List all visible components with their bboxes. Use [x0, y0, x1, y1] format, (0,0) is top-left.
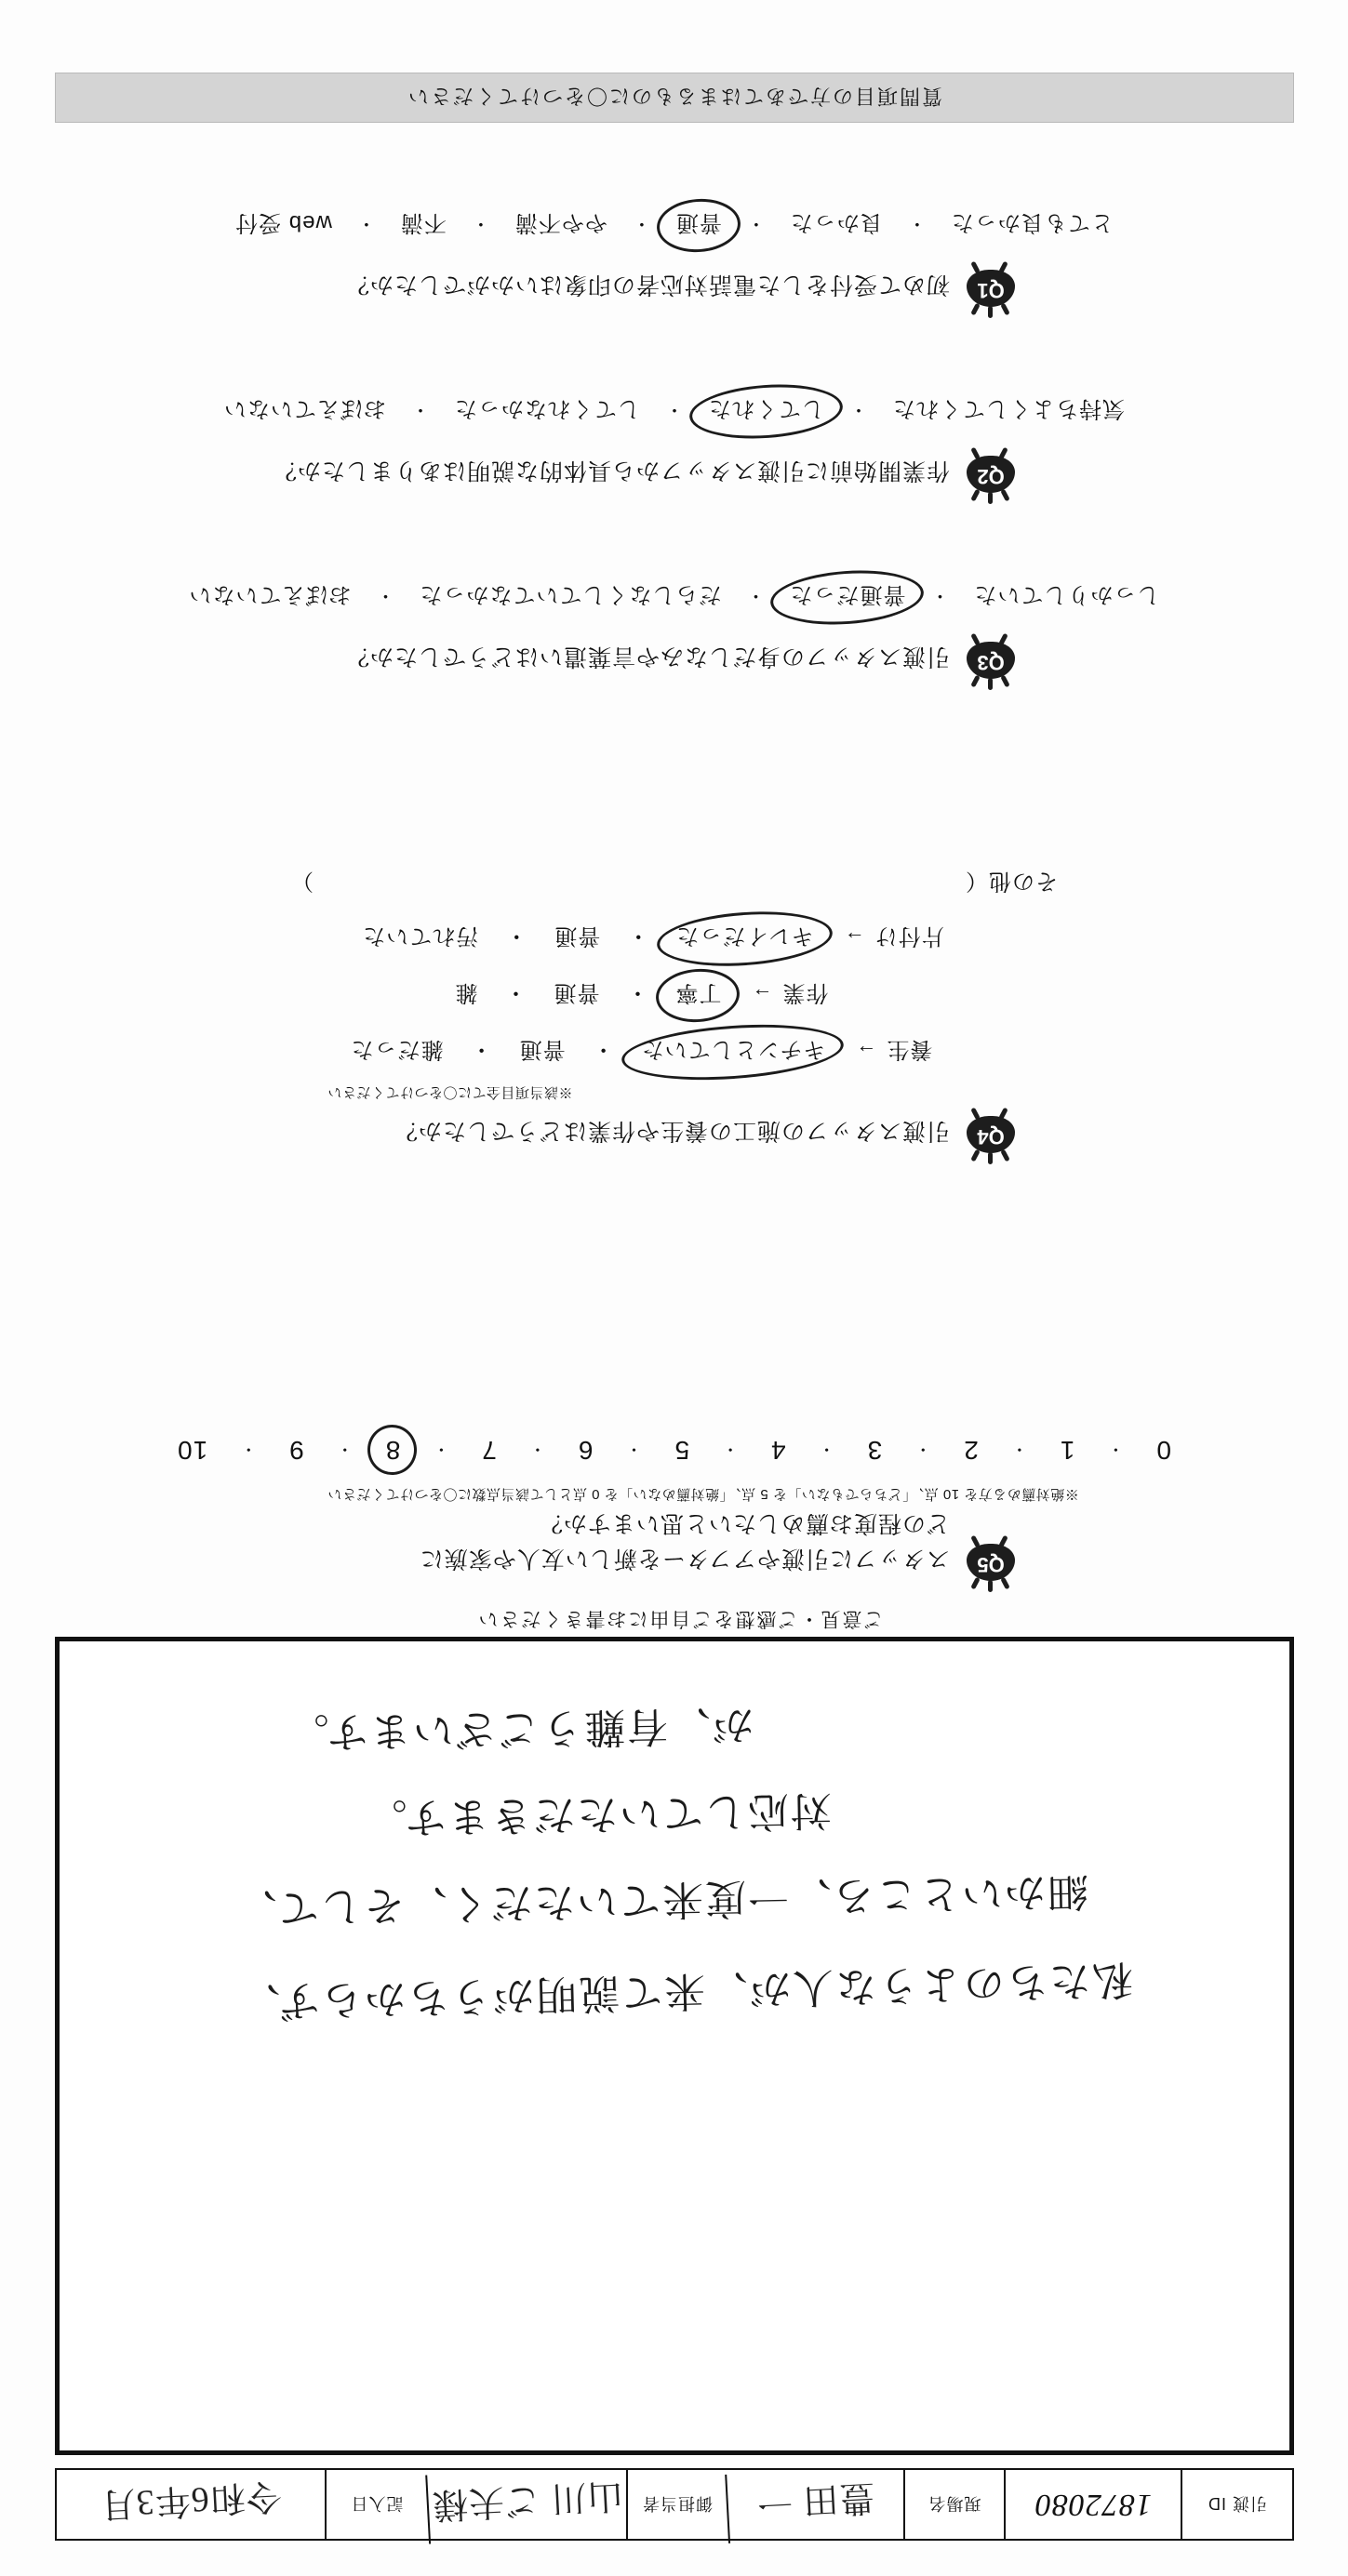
q5-scale[interactable]: 0 ・ 1 ・ 2 ・ 3 ・ 4 ・ 5 ・ 6 ・ 7 ・ 8 ・ 9 ・ 10: [48, 1433, 1300, 1467]
q1-option-4[interactable]: 不満: [399, 210, 447, 235]
q1-option-1[interactable]: とても良かった: [950, 210, 1114, 235]
q4-matrix: [48, 921, 1300, 1070]
q3-option-4[interactable]: おぼえていない: [188, 582, 352, 607]
q4-cell-3-3[interactable]: 汚れていた: [362, 923, 479, 949]
q5-scale-4[interactable]: 4: [770, 1436, 786, 1465]
arrow-right-icon: →: [855, 1041, 877, 1065]
q3-option-3[interactable]: だらしなくしていてなかった: [419, 582, 722, 607]
separator-dot: ・: [375, 585, 395, 605]
arrow-right-icon: →: [751, 984, 773, 1008]
q3-options[interactable]: [48, 579, 1300, 616]
arrow-right-icon: →: [843, 927, 865, 951]
q1-option-3[interactable]: やや不満: [514, 210, 607, 235]
q1-title: 初めて受付をした電話対応者の印象はいかがでしたか？: [344, 272, 950, 298]
q4-row-label-3: 片付け: [874, 923, 944, 949]
q4-number: Q4: [977, 1125, 1005, 1149]
q2-option-1[interactable]: 気持ちよくしてくれた: [892, 396, 1125, 421]
q3-option-1[interactable]: しっかりしていた: [973, 582, 1160, 607]
header-person-label: 御担当者: [626, 2470, 727, 2539]
free-comment-box[interactable]: [55, 1637, 1294, 2455]
separator-dot: ・: [906, 213, 927, 233]
q5-scale-10[interactable]: 10: [177, 1436, 208, 1465]
separator-dot: ・: [745, 585, 766, 605]
q4-note: ※該当項目全てに〇をつけてください: [327, 1084, 573, 1100]
header-site-value: 豊田 一: [725, 2465, 905, 2543]
header-person-value: 山川 ご夫様: [425, 2464, 628, 2543]
q5-head: [48, 1508, 1300, 1592]
q4-row-katazuke: [48, 921, 1300, 957]
separator-dot: ・: [503, 980, 527, 1005]
q5-title-line2: どの程度お薦めしたいと思いますか？: [538, 1510, 950, 1536]
footer-instruction-text: 質問項目の方であてはまるものに〇をつけてください: [407, 85, 943, 109]
separator-dot: ・: [848, 399, 868, 419]
separator-dot: ・: [626, 923, 650, 949]
q2-options[interactable]: [48, 393, 1300, 430]
header-date-label: 記入日: [325, 2470, 427, 2539]
q4-other-row[interactable]: [48, 868, 1300, 900]
q4-cell-2-3[interactable]: 雑: [454, 980, 478, 1005]
q4-title: 引渡スタッフの施工の養生や作業はどうでしたか？: [393, 1118, 950, 1144]
q4-cell-3-1[interactable]: キレイだった: [666, 921, 823, 957]
q4-cell-1-2[interactable]: 普通: [518, 1037, 566, 1062]
q2-number: Q2: [977, 465, 1005, 488]
question-block-q3: [48, 579, 1300, 690]
header-date-value: 令和6年3月: [98, 2476, 283, 2525]
q5-title-wrap: [420, 1508, 950, 1592]
q2-head: [48, 446, 1300, 504]
separator-dot: ・: [929, 585, 950, 605]
question-block-q4: [48, 868, 1300, 1164]
q4-row-sagyou: [48, 977, 1300, 1014]
q5-scale-3[interactable]: 3: [866, 1436, 883, 1465]
separator-dot: ・: [625, 980, 649, 1005]
q1-option-5[interactable]: 普通: [666, 207, 731, 244]
q5-scale-0[interactable]: 0: [1155, 1436, 1171, 1465]
q5-number: Q5: [977, 1553, 1005, 1576]
q3-head: [48, 632, 1300, 690]
q5-scale-2[interactable]: 2: [963, 1436, 979, 1465]
q1-head: [48, 260, 1300, 318]
q4-cell-1-3[interactable]: 雑だった: [350, 1037, 444, 1062]
question-block-q1: [48, 207, 1300, 318]
separator-dot: ・: [410, 399, 430, 419]
q3-title: 引渡スタッフの身だしなみや言葉遣いはどうでしたか？: [344, 644, 950, 670]
q4-other-label: その他（: [965, 869, 1058, 894]
q1-options[interactable]: [48, 207, 1300, 244]
q5-scale-5[interactable]: 5: [674, 1436, 690, 1465]
q2-option-2[interactable]: してくれた: [699, 393, 834, 430]
comment-line-3: 対応していただきます。: [364, 1786, 833, 1841]
comment-line-4: が、有難うございます。: [286, 1701, 754, 1756]
q1-badge-icon: [961, 260, 1021, 318]
separator-dot: ・: [504, 923, 528, 949]
separator-dot: ・: [355, 213, 376, 233]
comment-line-1: 私たちのような人が、来て説明がうちからず、: [237, 1956, 1134, 2025]
q1-option-2[interactable]: 良かった: [789, 210, 883, 235]
q4-cell-3-2[interactable]: 普通: [554, 923, 601, 949]
q4-row-label-1: 養生: [886, 1037, 933, 1062]
separator-dot: ・: [591, 1037, 615, 1062]
q1-option-6[interactable]: web 受付: [234, 210, 332, 235]
q4-cell-1-1[interactable]: キチンとしていた: [632, 1034, 835, 1070]
q2-title: 作業開始前に引渡スタッフから具体的な説明はありましたか？: [272, 458, 950, 484]
q5-scale-1[interactable]: 1: [1059, 1436, 1075, 1465]
header-row: [55, 2468, 1294, 2541]
separator-dot: ・: [631, 213, 651, 233]
q4-badge-icon: [961, 1107, 1021, 1164]
q5-note: ※絶対薦める方を 10 点、「どちらでもない」を 5 点、「絶対薦めない」を 0 点として該当点数に〇をつけてください: [327, 1486, 1079, 1502]
separator-dot: ・: [745, 213, 766, 233]
separator-dot: ・: [664, 399, 684, 419]
comment-line-2: 細かいところ、一度来ていただく、そして、: [234, 1867, 1089, 1932]
q4-other-close: ）: [290, 869, 314, 894]
header-id-label: 引渡 ID: [1181, 2470, 1292, 2539]
q5-scale-8[interactable]: 8: [378, 1433, 408, 1467]
q2-option-3[interactable]: してくれなかった: [454, 396, 640, 421]
survey-page: [48, 30, 1300, 2541]
question-block-q5: [48, 1433, 1300, 1592]
q4-cell-2-2[interactable]: 普通: [553, 980, 600, 1005]
question-block-q2: [48, 393, 1300, 504]
separator-dot: ・: [470, 213, 490, 233]
q3-badge-icon: [961, 632, 1021, 690]
q5-scale-9[interactable]: 9: [288, 1436, 304, 1465]
q2-option-4[interactable]: おぼえていない: [223, 396, 386, 421]
q5-scale-6[interactable]: 6: [577, 1436, 594, 1465]
q4-cell-2-1[interactable]: 丁寧: [666, 977, 731, 1014]
q3-number: Q3: [977, 651, 1005, 674]
comment-instruction: ご意見・ご感想をご自由にお書きください: [476, 1608, 884, 1629]
q1-number: Q1: [977, 279, 1005, 302]
header-id-value: 1872080: [1004, 2470, 1181, 2539]
q4-head: [48, 1107, 1300, 1164]
q5-badge-icon: [961, 1534, 1021, 1592]
q2-badge-icon: [961, 446, 1021, 504]
header-site-label: 現場名: [903, 2470, 1004, 2539]
q5-title-line1: スタッフに引渡やアフターを新しい友人や家族に: [419, 1546, 950, 1572]
q5-scale-7[interactable]: 7: [481, 1436, 497, 1465]
q4-row-label-2: 作業: [781, 980, 829, 1005]
separator-dot: ・: [469, 1037, 493, 1062]
q3-option-2[interactable]: 普通だった: [781, 579, 915, 616]
footer-instruction-banner: [55, 73, 1294, 123]
q4-row-yojou: [48, 1034, 1300, 1070]
